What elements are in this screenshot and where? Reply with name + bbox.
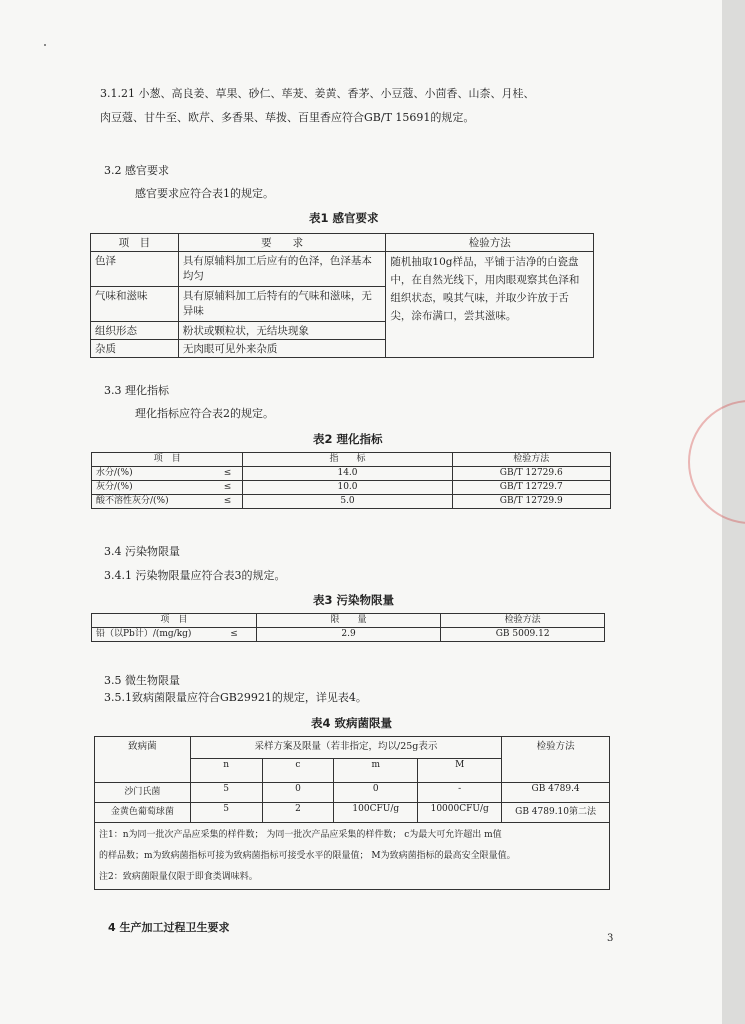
table4-row-method: GB 4789.4 [502, 783, 610, 803]
table1-caption: 表1 感官要求 [309, 211, 379, 225]
table4-row-M: 10000CFU/g [418, 803, 502, 823]
table4-row-c: 0 [262, 783, 334, 803]
table1-method-cell: 随机抽取10g样品，平铺于洁净的白瓷盘中，在自然光线下，用肉眼观察其色泽和组织状态，嗅其气味，并取少许放于舌尖，涂布满口，尝其滋味。 [386, 252, 594, 358]
table4-note-2: 注2：致病菌限量仅限于即食类调味料。 [99, 872, 258, 882]
table4-pathogens [94, 736, 610, 890]
table4-row-m: 0 [334, 783, 418, 803]
table3-header-item: 项 目 [92, 614, 257, 628]
table2-row-op: ≤ [220, 481, 243, 495]
table3-header-limit: 限 量 [256, 614, 441, 628]
table4-notes [95, 823, 610, 890]
table1-row-item: 杂质 [91, 340, 179, 358]
table3-row-method: GB 5009.12 [441, 628, 605, 642]
table4-row-m: 100CFU/g [334, 803, 418, 823]
table4-subheader-n: n [190, 759, 262, 783]
table2-header-item: 项 目 [92, 453, 243, 467]
table3-row-op: ≤ [226, 628, 256, 642]
table2-row-value: 10.0 [243, 481, 452, 495]
table1-row-req: 无肉眼可见外来杂质 [178, 340, 386, 358]
scan-dot [44, 44, 46, 46]
table4-row-name: 沙门氏菌 [95, 783, 191, 803]
clause-3-1-21-line1: 3.1.21 小葱、高良姜、草果、砂仁、荜茇、姜黄、香茅、小豆蔻、小茴香、山柰、月桂、 [100, 87, 535, 100]
table1-row-req: 具有原辅料加工后特有的气味和滋味，无异味 [178, 287, 386, 322]
table2-row-method: GB/T 12729.7 [452, 481, 610, 495]
table2-row-method: GB/T 12729.6 [452, 467, 610, 481]
table1-row-req: 粉状或颗粒状，无结块现象 [178, 322, 386, 340]
table4-subheader-m: m [334, 759, 418, 783]
table1-sensory [90, 233, 594, 358]
table3-caption: 表3 污染物限量 [313, 593, 395, 607]
table1-row-item: 气味和滋味 [91, 287, 179, 322]
table4-subheader-M: M [418, 759, 502, 783]
table1-header-item: 项 目 [91, 234, 179, 252]
table4-row-n: 5 [190, 783, 262, 803]
table1-header-method: 检验方法 [386, 234, 594, 252]
table2-row-value: 14.0 [243, 467, 452, 481]
table4-header-plan: 采样方案及限量（若非指定，均以/25g表示 [190, 737, 501, 759]
section-3-3-heading: 3.3 理化指标 [104, 384, 169, 397]
table4-row-c: 2 [262, 803, 334, 823]
table1-row-req: 具有原辅料加工后应有的色泽，色泽基本均匀 [178, 252, 386, 287]
section-3-3-text: 理化指标应符合表2的规定。 [135, 407, 274, 420]
table4-header-method: 检验方法 [502, 737, 610, 783]
table2-row-item: 酸不溶性灰分/(%) [92, 495, 220, 509]
table2-row-item: 水分/(%) [92, 467, 220, 481]
table4-row-method: GB 4789.10第二法 [502, 803, 610, 823]
section-3-4-heading: 3.4 污染物限量 [104, 545, 180, 558]
section-3-2-heading: 3.2 感官要求 [104, 164, 169, 177]
table2-physchem [91, 452, 611, 509]
table2-header-value: 指 标 [243, 453, 452, 467]
table4-row-name: 金黄色葡萄球菌 [95, 803, 191, 823]
table3-row-item: 铅（以Pb计）/(mg/kg) [92, 628, 227, 642]
table3-header-method: 检验方法 [441, 614, 605, 628]
table4-subheader-c: c [262, 759, 334, 783]
section-3-2-text: 感官要求应符合表1的规定。 [135, 187, 274, 200]
table1-row-item: 组织形态 [91, 322, 179, 340]
table1-row-item: 色泽 [91, 252, 179, 287]
section-3-5-1-text: 3.5.1致病菌限量应符合GB29921的规定，详见表4。 [104, 691, 367, 704]
table3-contaminants [91, 613, 605, 642]
table4-row-M: - [418, 783, 502, 803]
table4-note-1: 注1：n为同一批次产品应采集的样件数； 为同一批次产品应采集的样件数； c为最大可允许超出 m值 [99, 830, 502, 840]
table2-row-op: ≤ [220, 467, 243, 481]
table3-row-value: 2.9 [256, 628, 441, 642]
section-4-heading: 4 生产加工过程卫生要求 [108, 921, 230, 934]
table1-header-req: 要 求 [178, 234, 386, 252]
page-number: 3 [607, 933, 614, 944]
table4-row-n: 5 [190, 803, 262, 823]
table2-caption: 表2 理化指标 [313, 432, 383, 446]
table2-row-value: 5.0 [243, 495, 452, 509]
table2-header-method: 检验方法 [452, 453, 610, 467]
clause-3-1-21-line2: 肉豆蔻、甘牛至、欧芹、多香果、荜拨、百里香应符合GB/T 15691的规定。 [100, 111, 475, 124]
table4-header-bacteria: 致病菌 [95, 737, 191, 783]
section-3-5-heading: 3.5 微生物限量 [104, 674, 180, 687]
table4-note-1-cont: 的样品数；m为致病菌指标可接为致病菌指标可接受水平的限量值； M为致病菌指标的最高安全限量值。 [99, 851, 516, 861]
table2-row-method: GB/T 12729.9 [452, 495, 610, 509]
section-3-4-1-text: 3.4.1 污染物限量应符合表3的规定。 [104, 569, 286, 582]
table4-caption: 表4 致病菌限量 [311, 716, 393, 730]
table2-row-item: 灰分/(%) [92, 481, 220, 495]
table2-row-op: ≤ [220, 495, 243, 509]
